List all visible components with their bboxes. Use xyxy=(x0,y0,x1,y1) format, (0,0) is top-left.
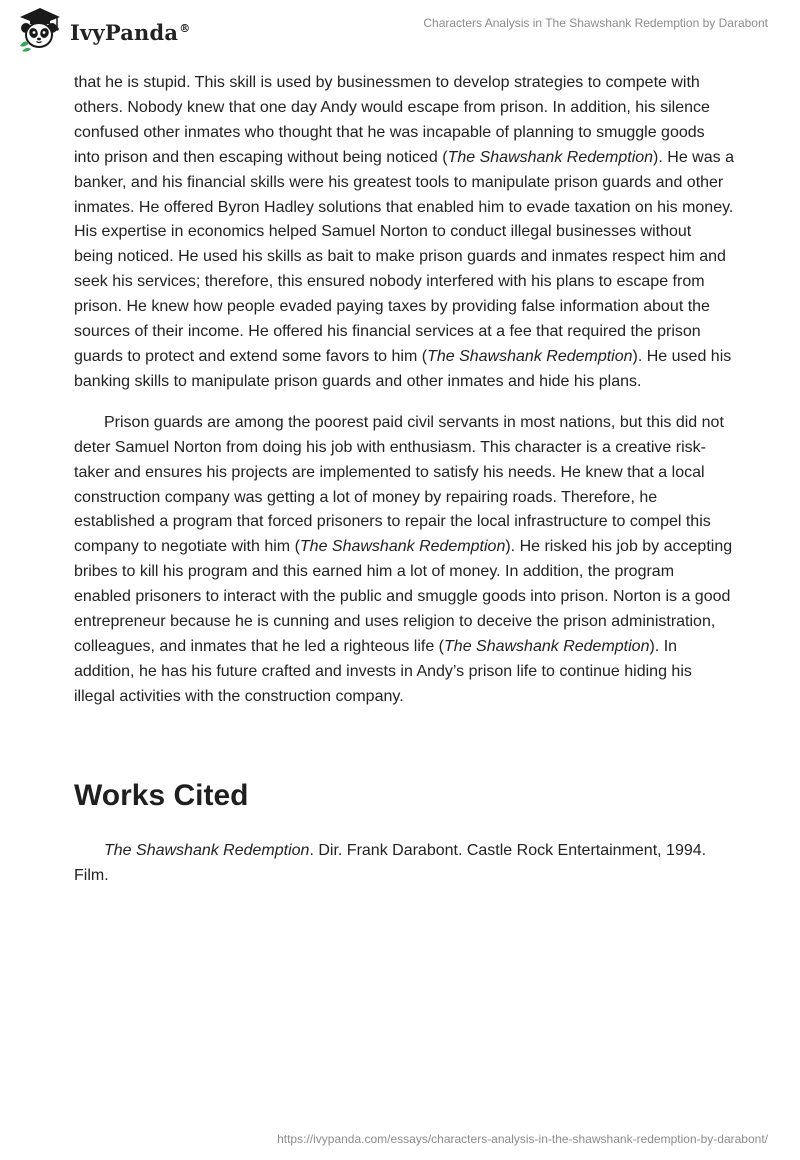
brand-name: IvyPanda® xyxy=(70,19,191,45)
panda-graduate-icon xyxy=(16,6,64,52)
citation-entry xyxy=(74,839,714,889)
page-header xyxy=(0,0,800,70)
text-run: ). In addition, he has his future crafted and invests in Andy’s prison life to continue hiding his illegal activities with the construction company. xyxy=(74,637,692,705)
essay-body xyxy=(74,71,734,710)
text-run: ). He was a banker, and his financial skills were his greatest tools to manipulate prison guards and other inmates. He offered Byron Hadley solutions that enabled him to evade taxation on his money. His expertise in economics helped Samuel Norton to conduct illegal businesses without being noticed. He used his skills as bait to make prison guards and inmates respect him and seek his services; therefore, this ensured nobody interfered with his plans to escape from prison. He knew how people evaded paying taxes by providing false information about the sources of their income. He offered his financial services at a fee that required the prison guards to protect and extend some favors to him ( xyxy=(74,148,734,365)
paragraph xyxy=(74,411,734,710)
film-title: The Shawshank Redemption xyxy=(299,538,506,556)
text-run: ). He used his banking skills to manipulate prison guards and other inmates and hide his plans. xyxy=(74,347,732,390)
film-title: The Shawshank Redemption xyxy=(447,148,654,166)
paragraph xyxy=(74,71,734,395)
text-run: Prison guards are among the poorest paid civil servants in most nations, but this did not deter Samuel Norton from doing his job with enthusiasm. This character is a creative risk-taker and ensures his projects are implemented to satisfy his needs. He knew that a local construction company was getting a lot of money by repairing roads. Therefore, he established a program that forced prisoners to repair the local infrastructure to compel this company to negotiate with him ( xyxy=(74,413,724,556)
works-cited-heading: Works Cited xyxy=(74,779,249,812)
film-title: The Shawshank Redemption xyxy=(444,637,650,655)
text-run: ). He risked his job by accepting bribes to kill his program and this earned him a lot of money. In addition, the program enabled prisoners to interact with the public and smuggle goods into prison. Norton is a good entrepreneur because he is cunning and uses religion to deceive the prison administration, colleagues, and inmates that he led a righteous life ( xyxy=(74,538,733,655)
source-url[interactable]: https://ivypanda.com/essays/characters-analysis-in-the-shawshank-redemption-by-darabont/ xyxy=(277,1132,768,1146)
ivypanda-logo[interactable] xyxy=(16,6,190,52)
text-run: that he is stupid. This skill is used by businessmen to develop strategies to compete with others. Nobody knew that one day Andy would escape from prison. In addition, his silence confused other inmates who thought that he was incapable of planning to smuggle goods into prison and then escaping without being noticed ( xyxy=(74,74,710,166)
registered-mark: ® xyxy=(179,21,191,35)
citation-title: The Shawshank Redemption xyxy=(104,842,310,859)
citation-details: . Dir. Frank Darabont. Castle Rock Entertainment, 1994. Film. xyxy=(74,842,707,884)
film-title: The Shawshank Redemption xyxy=(427,347,633,365)
document-title: Characters Analysis in The Shawshank Redemption by Darabont xyxy=(423,16,768,30)
